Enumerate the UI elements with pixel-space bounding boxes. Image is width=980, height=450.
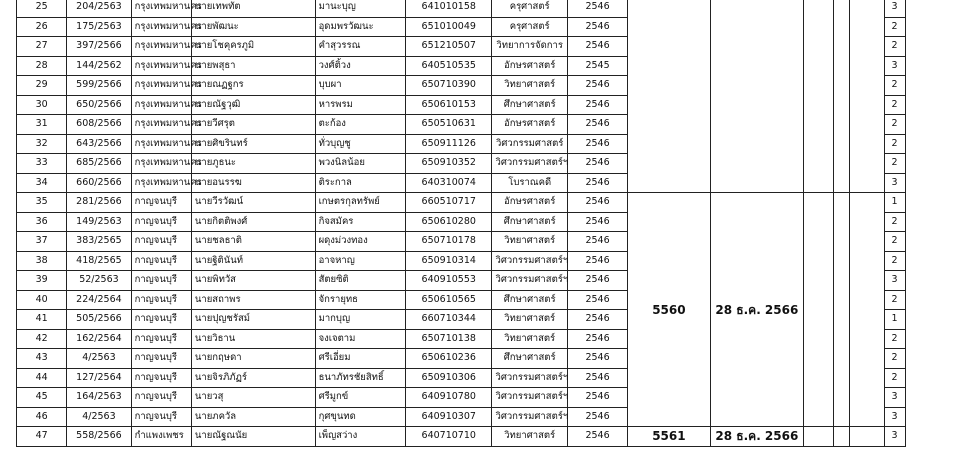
cell-year: 2546 [567, 193, 627, 213]
cell-year: 2546 [567, 115, 627, 135]
cell-faculty: ศึกษาศาสตร์ [492, 212, 567, 232]
blank-cell-1 [804, 0, 834, 193]
cell-ref: 650/2566 [67, 95, 131, 115]
cell-name: นายวีศรุต [191, 115, 315, 135]
cell-no: 44 [17, 368, 67, 388]
cell-faculty: ศึกษาศาสตร์ [492, 95, 567, 115]
cell-year: 2546 [567, 329, 627, 349]
blank-cell-3 [850, 0, 884, 193]
cell-year: 2546 [567, 212, 627, 232]
cell-surname: ติระกาล [315, 173, 405, 193]
cell-year: 2546 [567, 154, 627, 174]
cell-student-id: 650710178 [406, 232, 492, 252]
cell-province: กรุงเทพมหานคร [131, 76, 191, 96]
cell-name: นายวสุ [191, 388, 315, 408]
cell-level: 3 [884, 407, 905, 427]
cell-no: 28 [17, 56, 67, 76]
cell-year: 2546 [567, 349, 627, 369]
cell-student-id: 651210507 [406, 37, 492, 57]
cell-year: 2546 [567, 37, 627, 57]
cell-name: นายณัฐณนัย [191, 427, 315, 447]
cell-level: 1 [884, 193, 905, 213]
cell-faculty: วิทยาศาสตร์ [492, 427, 567, 447]
cell-name: นายเทพทัต [191, 0, 315, 17]
cell-level: 2 [884, 212, 905, 232]
cell-province: กรุงเทพมหานคร [131, 17, 191, 37]
cell-level: 2 [884, 251, 905, 271]
cell-province: กรุงเทพมหานคร [131, 134, 191, 154]
cell-faculty: ศึกษาศาสตร์ [492, 290, 567, 310]
cell-surname: กิจสมัคร [315, 212, 405, 232]
cell-level: 3 [884, 173, 905, 193]
cell-level: 2 [884, 76, 905, 96]
cell-surname: มากบุญ [315, 310, 405, 330]
cell-name: นายภควัล [191, 407, 315, 427]
cell-level: 2 [884, 290, 905, 310]
cell-no: 36 [17, 212, 67, 232]
cell-province: กาญจนบุรี [131, 310, 191, 330]
cell-ref: 685/2566 [67, 154, 131, 174]
cell-surname: อาจหาญ [315, 251, 405, 271]
cell-no: 42 [17, 329, 67, 349]
cell-faculty: วิศวกรรมศาสตร์ [492, 134, 567, 154]
cell-level: 3 [884, 0, 905, 17]
cell-province: กรุงเทพมหานคร [131, 56, 191, 76]
cell-name: นายณฏฐกร [191, 76, 315, 96]
cell-name: นายกิตติพงศ์ [191, 212, 315, 232]
cell-ref: 204/2563 [67, 0, 131, 17]
cell-year: 2546 [567, 232, 627, 252]
cell-year: 2546 [567, 368, 627, 388]
cell-name: นายโชคุครภูมิ [191, 37, 315, 57]
cell-year: 2546 [567, 310, 627, 330]
cell-student-id: 660710344 [406, 310, 492, 330]
cell-surname: มานะบุญ [315, 0, 405, 17]
cell-year: 2546 [567, 427, 627, 447]
cell-ref: 643/2566 [67, 134, 131, 154]
cell-student-id: 640510535 [406, 56, 492, 76]
cell-faculty: วิศวกรรมศาสตร์ฯ [492, 368, 567, 388]
cell-ref: 175/2563 [67, 17, 131, 37]
cell-year: 2546 [567, 173, 627, 193]
cell-faculty: โบราณคดี [492, 173, 567, 193]
cell-level: 3 [884, 56, 905, 76]
cell-province: กรุงเทพมหานคร [131, 0, 191, 17]
cell-year: 2546 [567, 251, 627, 271]
cell-ref: 558/2566 [67, 427, 131, 447]
cell-province: กำแพงเพชร [131, 427, 191, 447]
cell-faculty: วิทยาการจัดการ [492, 37, 567, 57]
order-number-cell [628, 0, 710, 193]
cell-year: 2546 [567, 134, 627, 154]
cell-name: นายภูธนะ [191, 154, 315, 174]
cell-name: นายฐิตินันท์ [191, 251, 315, 271]
cell-no: 43 [17, 349, 67, 369]
cell-no: 25 [17, 0, 67, 17]
cell-ref: 224/2564 [67, 290, 131, 310]
cell-province: กาญจนบุรี [131, 212, 191, 232]
blank-cell-2 [834, 427, 850, 447]
cell-ref: 281/2566 [67, 193, 131, 213]
cell-student-id: 641010158 [406, 0, 492, 17]
cell-ref: 4/2563 [67, 407, 131, 427]
cell-name: นายพัฒนะ [191, 17, 315, 37]
cell-ref: 4/2563 [67, 349, 131, 369]
cell-level: 2 [884, 329, 905, 349]
cell-faculty: อักษรศาสตร์ [492, 56, 567, 76]
cell-student-id: 650610153 [406, 95, 492, 115]
cell-no: 41 [17, 310, 67, 330]
cell-student-id: 650610280 [406, 212, 492, 232]
cell-surname: อุดมพรวัฒนะ [315, 17, 405, 37]
cell-province: กาญจนบุรี [131, 349, 191, 369]
cell-faculty: ครุศาสตร์ [492, 17, 567, 37]
cell-surname: ศรีเอี่ยม [315, 349, 405, 369]
blank-cell-2 [834, 0, 850, 193]
cell-ref: 660/2566 [67, 173, 131, 193]
cell-surname: จงเจตาม [315, 329, 405, 349]
cell-student-id: 650710138 [406, 329, 492, 349]
cell-province: กาญจนบุรี [131, 368, 191, 388]
cell-year: 2546 [567, 271, 627, 291]
cell-name: นายชลธาติ [191, 232, 315, 252]
cell-no: 35 [17, 193, 67, 213]
cell-surname: ผดุงม่วงทอง [315, 232, 405, 252]
cell-no: 27 [17, 37, 67, 57]
student-list-table [16, 0, 959, 447]
cell-surname: เกษตรกุลทรัพย์ [315, 193, 405, 213]
cell-no: 31 [17, 115, 67, 135]
order-number-cell: 5560 [628, 193, 710, 427]
cell-province: กาญจนบุรี [131, 290, 191, 310]
cell-surname: ทั่วบุญชู [315, 134, 405, 154]
table-body [17, 0, 959, 446]
cell-province: กาญจนบุรี [131, 193, 191, 213]
cell-no: 30 [17, 95, 67, 115]
cell-year: 2546 [567, 17, 627, 37]
cell-no: 29 [17, 76, 67, 96]
order-date-cell: 28 ธ.ค. 2566 [710, 427, 803, 447]
cell-ref: 162/2564 [67, 329, 131, 349]
cell-surname: พวงนิลน้อย [315, 154, 405, 174]
cell-ref: 418/2565 [67, 251, 131, 271]
cell-no: 38 [17, 251, 67, 271]
cell-level: 2 [884, 368, 905, 388]
cell-ref: 164/2563 [67, 388, 131, 408]
cell-faculty: วิทยาศาสตร์ [492, 232, 567, 252]
cell-name: นายอนรรฆ [191, 173, 315, 193]
cell-faculty: วิศวกรรมศาสตร์ฯ [492, 251, 567, 271]
table-row [17, 193, 959, 213]
blank-cell-3 [850, 427, 884, 447]
cell-surname: เพ็ญสว่าง [315, 427, 405, 447]
cell-faculty: อักษรศาสตร์ [492, 115, 567, 135]
cell-student-id: 640710710 [406, 427, 492, 447]
cell-name: นายวิธาน [191, 329, 315, 349]
cell-ref: 397/2566 [67, 37, 131, 57]
cell-no: 46 [17, 407, 67, 427]
cell-level: 3 [884, 388, 905, 408]
cell-level: 2 [884, 349, 905, 369]
cell-no: 33 [17, 154, 67, 174]
cell-surname: ธนาภัทรชัยสิทธิ์ [315, 368, 405, 388]
cell-student-id: 650910352 [406, 154, 492, 174]
cell-ref: 52/2563 [67, 271, 131, 291]
cell-name: นายวีรวัฒน์ [191, 193, 315, 213]
cell-level: 2 [884, 115, 905, 135]
cell-no: 40 [17, 290, 67, 310]
blank-cell-3 [850, 193, 884, 427]
cell-level: 3 [884, 271, 905, 291]
cell-province: กรุงเทพมหานคร [131, 37, 191, 57]
cell-surname: บุบผา [315, 76, 405, 96]
cell-student-id: 640910307 [406, 407, 492, 427]
blank-cell-1 [804, 427, 834, 447]
cell-province: กรุงเทพมหานคร [131, 115, 191, 135]
cell-ref: 149/2563 [67, 212, 131, 232]
cell-no: 47 [17, 427, 67, 447]
cell-no: 45 [17, 388, 67, 408]
cell-level: 2 [884, 134, 905, 154]
cell-student-id: 650510631 [406, 115, 492, 135]
cell-faculty: วิทยาศาสตร์ [492, 76, 567, 96]
cell-faculty: ครุศาสตร์ [492, 0, 567, 17]
cell-student-id: 640310074 [406, 173, 492, 193]
cell-name: นายพิทวัส [191, 271, 315, 291]
blank-cell-2 [834, 193, 850, 427]
cell-student-id: 650710390 [406, 76, 492, 96]
cell-faculty: วิทยาศาสตร์ [492, 329, 567, 349]
cell-no: 32 [17, 134, 67, 154]
cell-level: 2 [884, 154, 905, 174]
cell-student-id: 650610565 [406, 290, 492, 310]
cell-surname: คำสุวรรณ [315, 37, 405, 57]
cell-year: 2546 [567, 0, 627, 17]
cell-surname: จักรายุทธ [315, 290, 405, 310]
cell-faculty: ศึกษาศาสตร์ [492, 349, 567, 369]
cell-name: นายกฤษดา [191, 349, 315, 369]
cell-level: 1 [884, 310, 905, 330]
cell-year: 2546 [567, 388, 627, 408]
cell-no: 39 [17, 271, 67, 291]
order-number-cell: 5561 [628, 427, 710, 447]
cell-province: กาญจนบุรี [131, 407, 191, 427]
cell-student-id: 650910314 [406, 251, 492, 271]
cell-student-id: 660510717 [406, 193, 492, 213]
cell-faculty: วิศวกรรมศาสตร์ฯ [492, 154, 567, 174]
cell-province: กาญจนบุรี [131, 271, 191, 291]
cell-faculty: วิทยาศาสตร์ [492, 310, 567, 330]
cell-no: 37 [17, 232, 67, 252]
cell-faculty: วิศวกรรมศาสตร์ฯ [492, 271, 567, 291]
cell-name: นายปุญชรัสม์ [191, 310, 315, 330]
cell-name: นายณัฐวุฒิ [191, 95, 315, 115]
cell-surname: กุศขุนทด [315, 407, 405, 427]
cell-year: 2546 [567, 76, 627, 96]
cell-ref: 608/2566 [67, 115, 131, 135]
order-date-cell [710, 0, 803, 193]
cell-ref: 383/2565 [67, 232, 131, 252]
cell-surname: วงศ์ติ้วง [315, 56, 405, 76]
cell-student-id: 650911126 [406, 134, 492, 154]
cell-province: กรุงเทพมหานคร [131, 154, 191, 174]
cell-level: 2 [884, 17, 905, 37]
cell-year: 2545 [567, 56, 627, 76]
cell-ref: 127/2564 [67, 368, 131, 388]
cell-no: 34 [17, 173, 67, 193]
cell-province: กาญจนบุรี [131, 329, 191, 349]
cell-name: นายพสุธา [191, 56, 315, 76]
cell-faculty: วิศวกรรมศาสตร์ฯ [492, 388, 567, 408]
table-row [17, 427, 959, 447]
cell-name: นายสถาพร [191, 290, 315, 310]
cell-province: กาญจนบุรี [131, 251, 191, 271]
cell-year: 2546 [567, 407, 627, 427]
cell-student-id: 640910553 [406, 271, 492, 291]
cell-level: 3 [884, 427, 905, 447]
cell-faculty: วิศวกรรมศาสตร์ฯ [492, 407, 567, 427]
blank-cell-1 [804, 193, 834, 427]
cell-ref: 505/2566 [67, 310, 131, 330]
cell-student-id: 640910780 [406, 388, 492, 408]
cell-province: กรุงเทพมหานคร [131, 173, 191, 193]
cell-level: 2 [884, 232, 905, 252]
cell-faculty: อักษรศาสตร์ [492, 193, 567, 213]
cell-no: 26 [17, 17, 67, 37]
cell-ref: 144/2562 [67, 56, 131, 76]
cell-ref: 599/2566 [67, 76, 131, 96]
cell-name: นายจิรภิภัฏร์ [191, 368, 315, 388]
cell-year: 2546 [567, 95, 627, 115]
cell-student-id: 651010049 [406, 17, 492, 37]
table-row [17, 0, 959, 17]
cell-level: 2 [884, 37, 905, 57]
cell-province: กาญจนบุรี [131, 232, 191, 252]
cell-student-id: 650610236 [406, 349, 492, 369]
cell-surname: หารพรม [315, 95, 405, 115]
cell-province: กาญจนบุรี [131, 388, 191, 408]
cell-surname: ศรีมูกข์ [315, 388, 405, 408]
cell-year: 2546 [567, 290, 627, 310]
cell-name: นายศิขรินทร์ [191, 134, 315, 154]
cell-surname: สัตยซิติ [315, 271, 405, 291]
cell-surname: ตะก้อง [315, 115, 405, 135]
cell-level: 2 [884, 95, 905, 115]
cell-province: กรุงเทพมหานคร [131, 95, 191, 115]
cell-student-id: 650910306 [406, 368, 492, 388]
order-date-cell: 28 ธ.ค. 2566 [710, 193, 803, 427]
